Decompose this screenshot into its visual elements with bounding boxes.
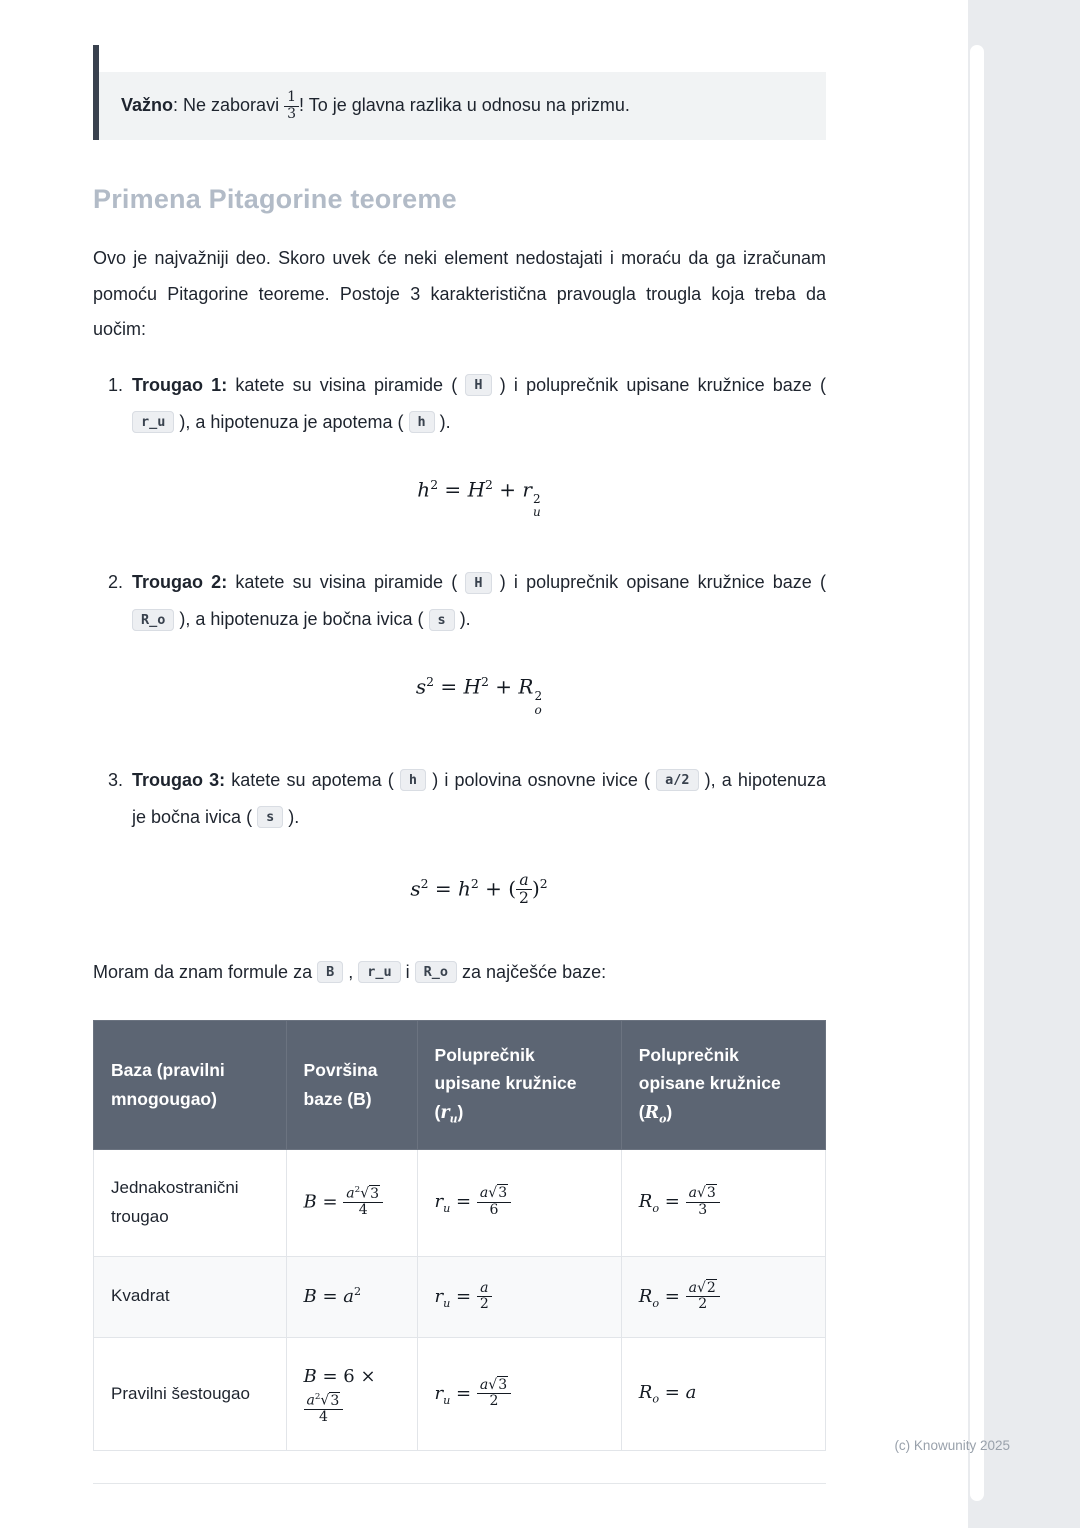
base-formulas-table — [93, 1020, 826, 1451]
callout-text: Važno: Ne zaboravi $\frac{1}{3}$ ! To je glavna razlika u odnosu na prizmu. — [121, 89, 630, 122]
table-row-equilateral-triangle — [94, 1149, 826, 1256]
table-cell-inradius: $r_u$ = $\frac{a√3}{6}$ — [417, 1149, 621, 1256]
table-header-cell-base: Baza (pravilni mnogougao) — [94, 1020, 287, 1149]
formulas-note: Moram da znam formule za B , r_u i R_o za najčešće baze: — [93, 961, 607, 982]
scrollbar[interactable] — [970, 45, 984, 1501]
list-item-number: 3. — [107, 769, 123, 790]
right-gutter — [968, 0, 1080, 1528]
list-item-text: Trougao 3: katete su apotema ( h ) i polovina osnovne ivice ( a/2 ), a hipotenuza je bočna ivica ( s ). — [132, 769, 827, 827]
divider — [93, 1483, 826, 1484]
table-cell-area: $B = a^2$ — [286, 1256, 417, 1338]
table-cell-base: Kvadrat — [94, 1256, 287, 1338]
table-cell-area: B = 6 × $\frac{a^2√3}{4}$ — [286, 1338, 417, 1451]
table-cell-base: Jednakostranični trougao — [94, 1149, 287, 1256]
intro-paragraph: Ovo je najvažniji deo. Skoro uvek će neki element nedostajati i moraću da ga izračunam pomoću Pitagorine teoreme. Postoje 3 karakteristična pravougla trougla koja treba da uočim: — [93, 248, 826, 339]
table-cell-circumradius: $R_o = a$ — [621, 1338, 825, 1451]
math-formula-triangle-3: $s^2 = h^2$ + ( $\frac{a}{2}$ )$^2$ — [410, 870, 548, 908]
table-header-cell-circumradius: Poluprečnik opisane kružnice $(R_o)$ — [621, 1020, 825, 1149]
math-formula-triangle-1: $h^2 = H^2 + r$ 2 u — [417, 476, 541, 520]
list-item-number: 2. — [107, 572, 123, 593]
section-heading: Primena Pitagorine teoreme — [93, 184, 457, 215]
page-content — [93, 0, 826, 1484]
list-item-triangle-1 — [93, 367, 826, 564]
table-row-square — [94, 1256, 826, 1338]
table-row-regular-hexagon — [94, 1338, 826, 1451]
list-item-body — [132, 367, 826, 564]
math-formula-triangle-2: $s^2 = H^2 + R$ 2 o — [415, 674, 543, 717]
list-item-text: Trougao 2: katete su visina piramide ( H ) i poluprečnik opisane kružnice baze ( R_o ), a hipotenuza je bočna ivica ( s ). — [132, 572, 826, 630]
list-item-triangle-2 — [93, 564, 826, 761]
list-item-number: 1. — [107, 374, 123, 395]
table-header-cell-inradius: Poluprečnik upisane kružnice $(r_u)$ — [417, 1020, 621, 1149]
table-cell-base: Pravilni šestougao — [94, 1338, 287, 1451]
triangle-list — [93, 367, 826, 952]
copyright-text: (c) Knowunity 2025 — [894, 1438, 1010, 1453]
table-cell-inradius: $r_u$ = $\frac{a√3}{2}$ — [417, 1338, 621, 1451]
list-item-triangle-3 — [93, 762, 826, 952]
list-item-body — [132, 564, 826, 761]
table-cell-circumradius: $R_o$ = $\frac{a√3}{3}$ — [621, 1149, 825, 1256]
important-callout — [93, 72, 826, 140]
list-item-body — [132, 762, 826, 952]
table-header-cell-area: Površina baze (B) — [286, 1020, 417, 1149]
table-header-row — [94, 1020, 826, 1149]
list-item-text: Trougao 1: katete su visina piramide ( H ) i poluprečnik upisane kružnice baze ( r_u ), a hipotenuza je apotema ( h ). — [132, 374, 826, 432]
table-cell-area: B = $\frac{a^2√3}{4}$ — [286, 1149, 417, 1256]
table-cell-inradius: $r_u$ = $\frac{a}{2}$ — [417, 1256, 621, 1338]
table-cell-circumradius: $R_o$ = $\frac{a√2}{2}$ — [621, 1256, 825, 1338]
